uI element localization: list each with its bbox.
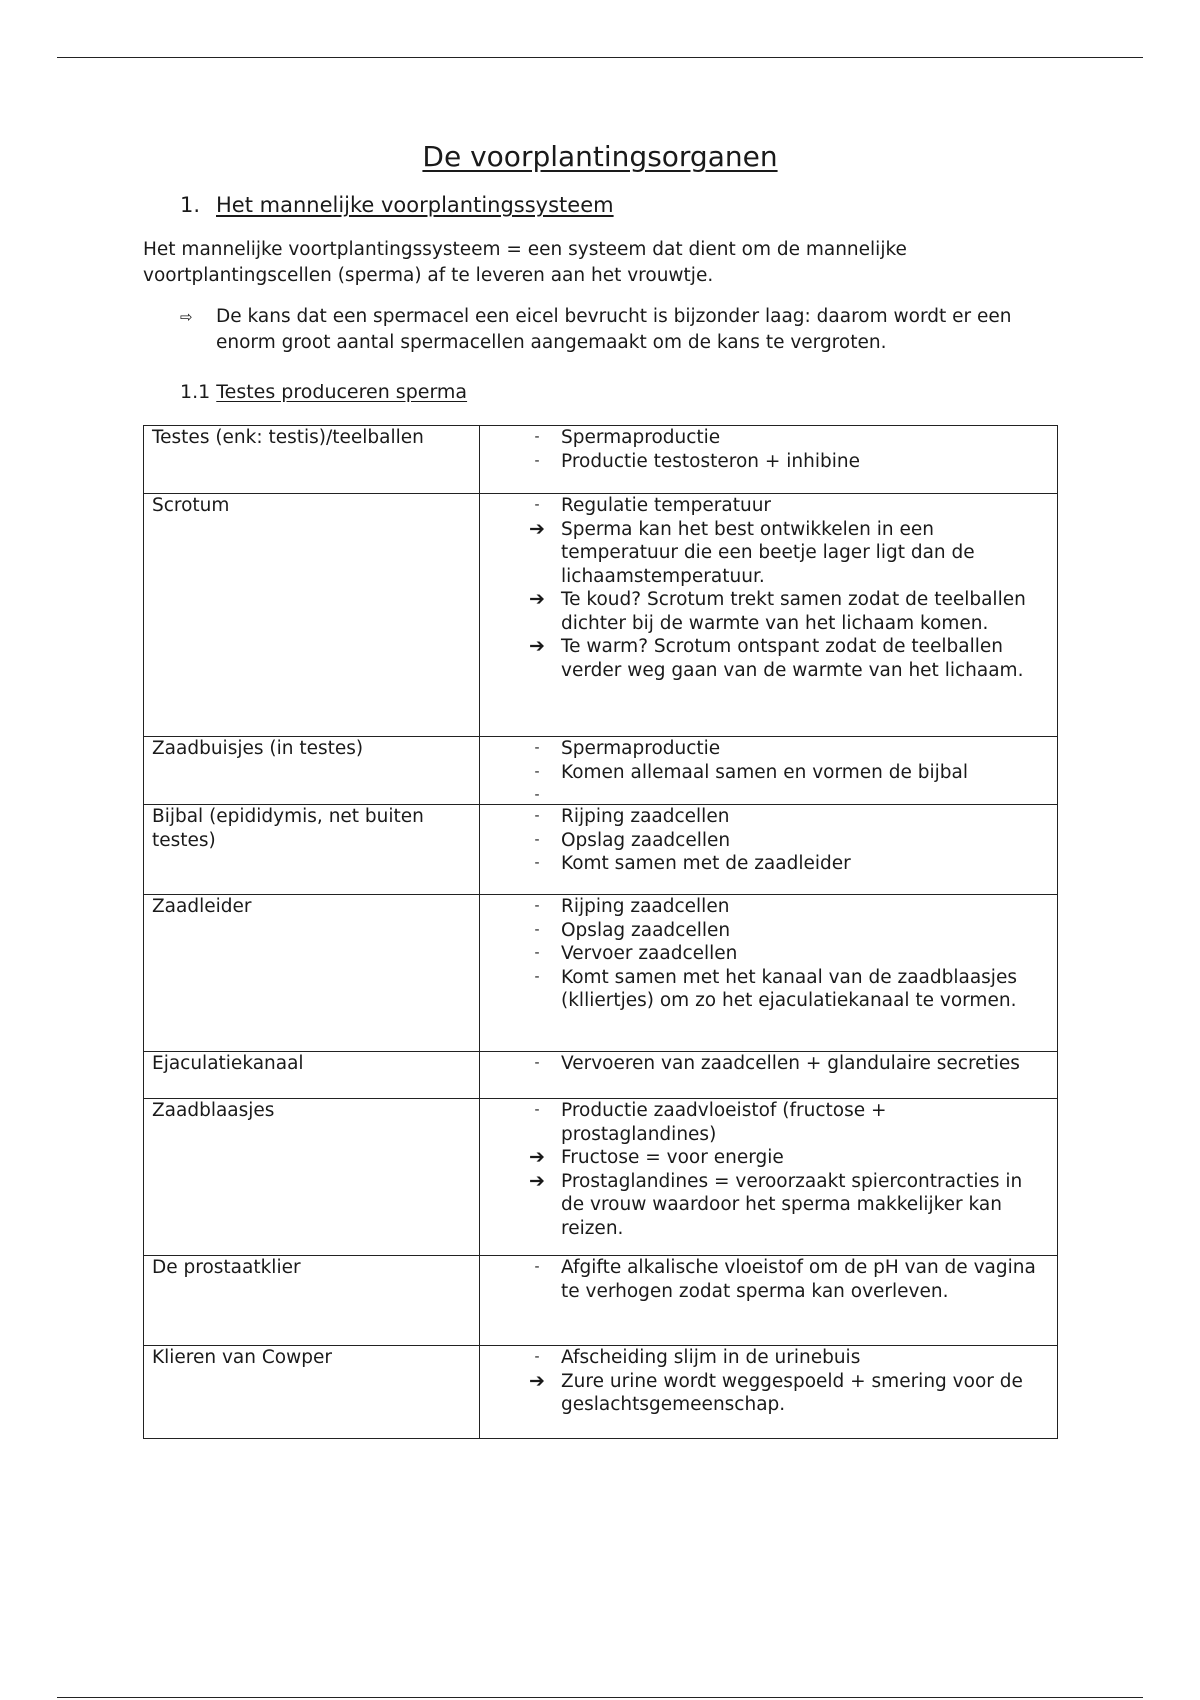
dash-bullet-icon: -	[534, 945, 540, 961]
function-text: Te koud? Scrotum trekt samen zodat de teelballen dichter bij de warmte van het lichaam komen.	[561, 589, 1026, 634]
function-list-item	[525, 737, 1047, 761]
dash-bullet-icon: -	[534, 855, 540, 871]
organ-name-cell: Klieren van Cowper	[144, 1346, 480, 1439]
function-list-item	[525, 761, 1047, 785]
function-list-item	[525, 1170, 1047, 1241]
organ-function-cell	[480, 494, 1058, 737]
function-text: Productie zaadvloeistof (fructose + prostaglandines)	[561, 1100, 887, 1145]
function-list-item	[525, 494, 1047, 518]
organ-name-cell: De prostaatklier	[144, 1256, 480, 1346]
organ-table	[143, 425, 1058, 1439]
dash-bullet-icon: -	[534, 763, 540, 780]
function-list-item	[525, 942, 1047, 966]
note-text: De kans dat een spermacel een eicel bevrucht is bijzonder laag: daarom wordt er een enorm groot aantal spermacellen aangemaakt om de kans te vergroten.	[216, 306, 1012, 353]
function-list-item	[525, 518, 1047, 589]
function-text: Rijping zaadcellen	[561, 806, 730, 827]
organ-function-cell	[480, 426, 1058, 494]
organ-name-cell: Zaadbuisjes (in testes)	[144, 737, 480, 805]
dash-bullet-icon: -	[534, 968, 540, 985]
function-text: Productie testosteron + inhibine	[561, 450, 860, 472]
dash-bullet-icon: -	[534, 921, 540, 938]
function-list-item	[525, 805, 1047, 829]
footer-rule	[57, 1697, 1143, 1698]
arrow-bullet-icon: ➔	[529, 1146, 545, 1168]
organ-function-cell	[480, 1099, 1058, 1256]
table-row	[144, 1099, 1058, 1256]
organ-function-cell	[480, 737, 1058, 805]
organ-name-cell: Zaadblaasjes	[144, 1099, 480, 1256]
function-text: Opslag zaadcellen	[561, 829, 731, 851]
function-text: Opslag zaadcellen	[561, 919, 731, 941]
organ-function-cell	[480, 1256, 1058, 1346]
section-1-1-number: 1.1	[180, 381, 211, 403]
function-text: Zure urine wordt weggespoeld + smering voor de geslachtsgemeenschap.	[561, 1370, 1023, 1415]
organ-name-cell: Testes (enk: testis)/teelballen	[144, 426, 480, 494]
function-text: Rijping zaadcellen	[561, 896, 730, 917]
function-list-item	[525, 1052, 1047, 1076]
function-text: Prostaglandines = veroorzaakt spiercontracties in de vrouw waardoor het sperma makkelijker kan reizen.	[561, 1170, 1023, 1239]
dash-bullet-icon: -	[534, 740, 540, 756]
organ-name-cell: Zaadleider	[144, 895, 480, 1052]
organ-function-cell	[480, 895, 1058, 1052]
table-row	[144, 1052, 1058, 1099]
dash-bullet-icon: -	[534, 808, 540, 824]
header-rule	[57, 57, 1143, 58]
note-paragraph	[180, 304, 1060, 356]
arrow-bullet-icon: ➔	[529, 635, 545, 657]
function-list-item	[525, 635, 1047, 682]
dash-bullet-icon: -	[534, 1259, 540, 1275]
function-text: Spermaproductie	[561, 738, 721, 759]
function-text: Komt samen met de zaadleider	[561, 853, 851, 874]
function-list-item	[525, 1256, 1047, 1303]
function-list-item	[525, 1370, 1047, 1417]
table-row	[144, 426, 1058, 494]
function-list-item	[525, 852, 1047, 876]
function-text: Vervoer zaadcellen	[561, 943, 738, 964]
arrow-bullet-icon: ➔	[529, 1169, 545, 1192]
arrow-bullet-icon: ➔	[529, 1369, 545, 1392]
function-text: Komt samen met het kanaal van de zaadblaasjes (klliertjes) om zo het ejaculatiekanaal te vormen.	[561, 966, 1017, 1011]
arrow-bullet-icon: ➔	[529, 517, 545, 540]
table-row	[144, 494, 1058, 737]
arrow-bullet-icon: ➔	[529, 588, 545, 610]
dash-bullet-icon: -	[534, 1102, 540, 1118]
organ-name-cell: Bijbal (epididymis, net buiten testes)	[144, 805, 480, 895]
function-text: Te warm? Scrotum ontspant zodat de teelballen verder weg gaan van de warmte van het lichaam.	[561, 636, 1024, 681]
function-text: Afgifte alkalische vloeistof om de pH van de vagina te verhogen zodat sperma kan overleven.	[561, 1257, 1036, 1302]
section-1-1-title: Testes produceren sperma	[216, 381, 468, 403]
section-1-title: Het mannelijke voorplantingssysteem	[216, 193, 614, 217]
dash-bullet-icon: -	[534, 898, 540, 914]
dash-bullet-icon: -	[534, 1055, 540, 1071]
dash-bullet-icon: -	[534, 452, 540, 469]
function-list-item	[525, 1146, 1047, 1170]
function-list-item	[525, 588, 1047, 635]
dash-bullet-icon: -	[534, 497, 540, 513]
function-list-item	[525, 829, 1047, 853]
function-text: Sperma kan het best ontwikkelen in een temperatuur die een beetje lager ligt dan de lichaamstemperatuur.	[561, 518, 975, 587]
dash-bullet-icon: -	[534, 787, 540, 803]
arrow-bullet-icon: ⇨	[180, 308, 193, 326]
function-text: Vervoeren van zaadcellen + glandulaire secreties	[561, 1053, 1020, 1074]
organ-name-cell: Ejaculatiekanaal	[144, 1052, 480, 1099]
function-list-item	[525, 426, 1047, 450]
intro-paragraph: Het mannelijke voortplantingssysteem = een systeem dat dient om de mannelijke voortplantingscellen (sperma) af te leveren aan het vrouwtje.	[143, 239, 907, 286]
function-list-item	[525, 1346, 1047, 1370]
organ-name-cell: Scrotum	[144, 494, 480, 737]
table-row	[144, 805, 1058, 895]
table-row	[144, 895, 1058, 1052]
function-list-item	[525, 1099, 1047, 1146]
organ-function-cell	[480, 1052, 1058, 1099]
section-1-1-heading	[180, 381, 467, 403]
function-text: Regulatie temperatuur	[561, 495, 772, 516]
function-list-item	[525, 919, 1047, 943]
function-list-item	[525, 966, 1047, 1013]
function-text: Spermaproductie	[561, 427, 721, 448]
organ-function-cell	[480, 1346, 1058, 1439]
table-row	[144, 1256, 1058, 1346]
function-text: Komen allemaal samen en vormen de bijbal	[561, 761, 969, 783]
table-row	[144, 1346, 1058, 1439]
section-1-number: 1.	[180, 193, 201, 217]
dash-bullet-icon: -	[534, 1349, 540, 1365]
function-list-item	[525, 450, 1047, 474]
organ-table-body	[144, 426, 1058, 1439]
page-title: De voorplantingsorganen	[422, 140, 778, 173]
dash-bullet-icon: -	[534, 429, 540, 445]
function-text: Afscheiding slijm in de urinebuis	[561, 1347, 861, 1368]
function-list-item	[525, 895, 1047, 919]
dash-bullet-icon: -	[534, 831, 540, 848]
function-text: Fructose = voor energie	[561, 1147, 784, 1168]
section-1-heading	[180, 193, 614, 217]
organ-function-cell	[480, 805, 1058, 895]
table-row	[144, 737, 1058, 805]
